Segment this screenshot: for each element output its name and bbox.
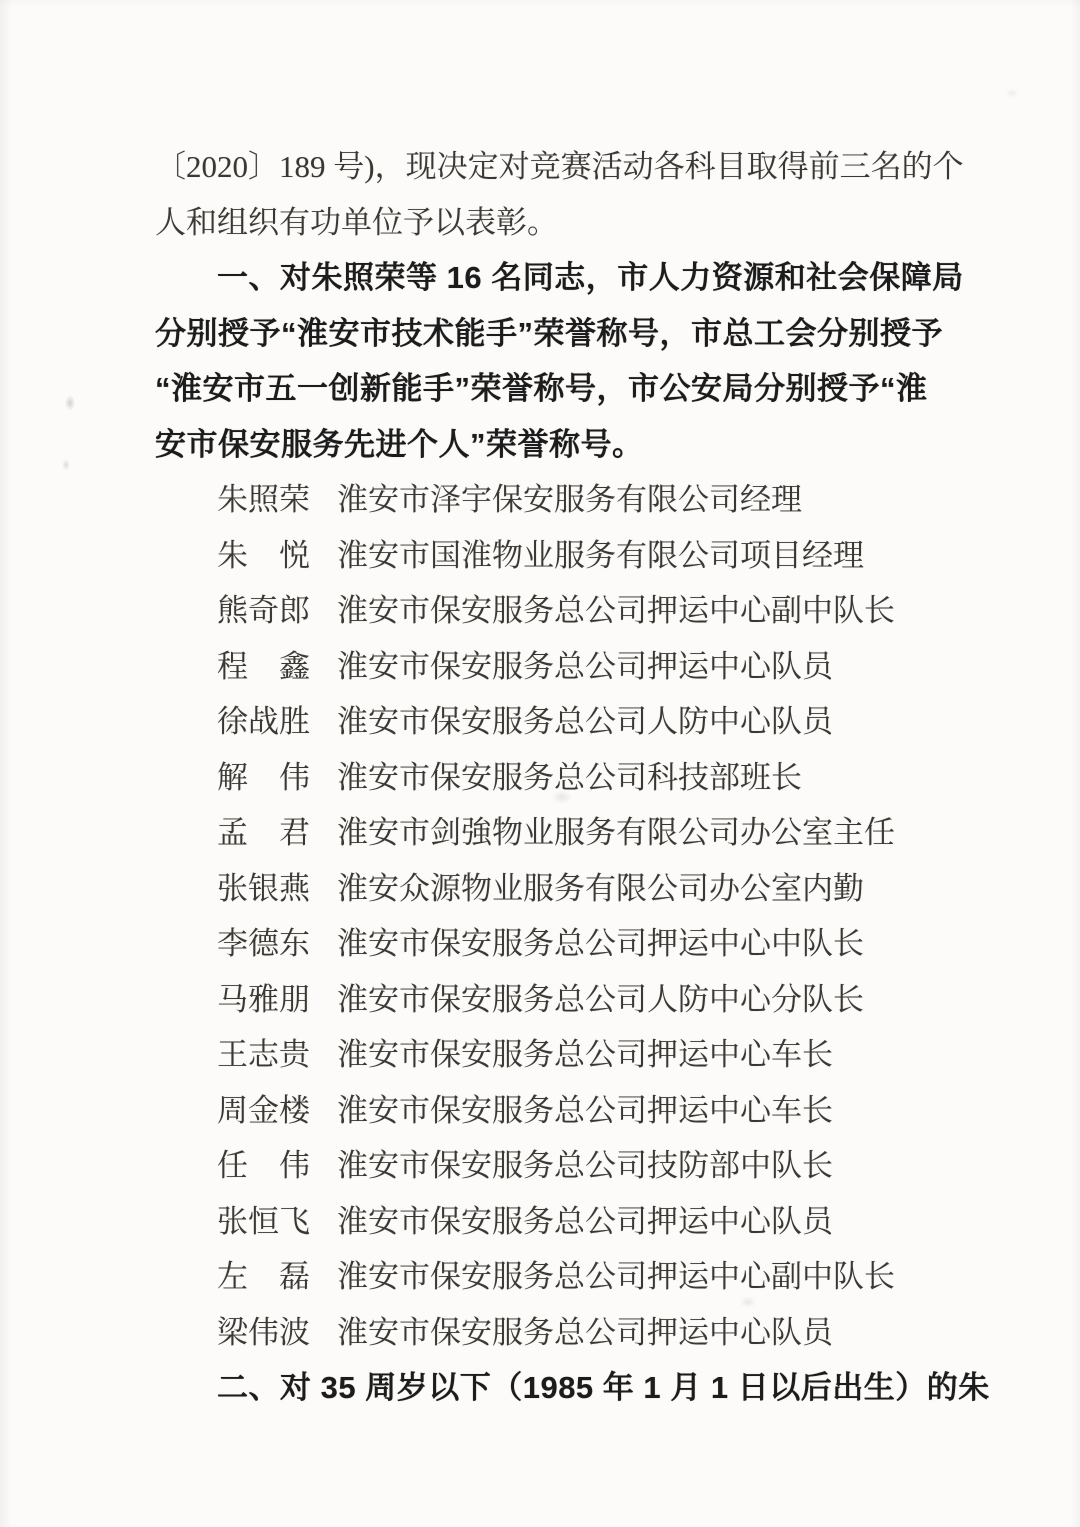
awardee-name: 熊奇郎 xyxy=(217,593,310,628)
awardee-title: 淮安市保安服务总公司押运中心车长 xyxy=(337,1092,833,1128)
awardee-title: 淮安市保安服务总公司人防中心队员 xyxy=(337,704,833,739)
section-2-heading-line: 二、对 35 周岁以下（1985 年 1 月 1 日以后出生）的朱 xyxy=(217,1370,990,1405)
awardee-title: 淮安市泽宇保安服务有限公司经理 xyxy=(337,482,802,517)
intro-line-1: 〔2020〕189 号)，现决定对竞赛活动各科目取得前三名的个 xyxy=(155,149,964,184)
awardee-title: 淮安市保安服务总公司押运中心中队长 xyxy=(337,926,864,961)
awardee-title: 淮安市保安服务总公司押运中心副中队长 xyxy=(337,593,895,628)
awardee-row xyxy=(155,528,955,584)
awardee-title: 淮安市保安服务总公司押运中心副中队长 xyxy=(337,1259,895,1294)
section-1-heading-line-4: 安市保安服务先进个人”荣誉称号。 xyxy=(155,426,644,462)
awardee-row xyxy=(155,1194,955,1250)
awardee-name: 朱悦 xyxy=(217,537,310,573)
awardee-row xyxy=(155,1138,955,1194)
awardee-title: 淮安市保安服务总公司技防部中队长 xyxy=(337,1148,833,1183)
awardee-title: 淮安市保安服务总公司押运中心队员 xyxy=(337,648,833,684)
awardee-row xyxy=(155,472,955,528)
awardee-title: 淮安市保安服务总公司押运中心车长 xyxy=(337,1037,833,1072)
awardee-row xyxy=(155,694,955,750)
awardee-title: 淮安市剑強物业服务有限公司办公室主任 xyxy=(337,815,895,850)
awardee-title: 淮安市保安服务总公司科技部班长 xyxy=(337,759,802,795)
awardee-row xyxy=(155,583,955,639)
awardee-name: 程鑫 xyxy=(217,648,310,684)
awardee-name: 朱照荣 xyxy=(217,482,310,517)
awardee-name: 梁伟波 xyxy=(217,1314,310,1350)
awardee-name: 李德东 xyxy=(217,926,310,961)
awardee-row xyxy=(155,805,955,861)
awardee-name: 张银燕 xyxy=(217,870,310,906)
awardee-name: 马雅朋 xyxy=(217,981,310,1017)
awardee-name: 左磊 xyxy=(217,1259,310,1294)
section-1-heading-line-3: “淮安市五一创新能手”荣誉称号，市公安局分别授予“淮 xyxy=(155,371,928,406)
awardee-name: 周金楼 xyxy=(217,1092,310,1128)
awardee-name: 王志贵 xyxy=(217,1037,310,1072)
awardee-name: 孟君 xyxy=(217,815,310,850)
awardee-title: 淮安众源物业服务有限公司办公室内勤 xyxy=(337,870,864,906)
awardee-name: 徐战胜 xyxy=(217,704,310,739)
intro-line-2: 人和组织有功单位予以表彰。 xyxy=(155,204,558,240)
awardee-row xyxy=(155,1249,955,1305)
awardee-title: 淮安市保安服务总公司押运中心队员 xyxy=(337,1314,833,1350)
awardee-row xyxy=(155,1083,955,1139)
awardee-row xyxy=(155,1305,955,1361)
awardee-name: 任伟 xyxy=(217,1148,310,1183)
awardee-title: 淮安市保安服务总公司人防中心分队长 xyxy=(337,981,864,1017)
awardee-row xyxy=(155,1027,955,1083)
section-1-heading-line-2: 分别授予“淮安市技术能手”荣誉称号，市总工会分别授予 xyxy=(155,315,943,351)
awardee-name: 张恒飞 xyxy=(217,1203,310,1239)
awardee-row xyxy=(155,916,955,972)
awardee-row xyxy=(155,639,955,695)
awardee-row xyxy=(155,972,955,1028)
awardee-name: 解伟 xyxy=(217,759,310,795)
awardee-row xyxy=(155,750,955,806)
awardee-row xyxy=(155,861,955,917)
section-1-heading-line-1: 一、对朱照荣等 16 名同志，市人力资源和社会保障局 xyxy=(217,260,964,295)
document-text-block xyxy=(155,139,990,1416)
awardee-title: 淮安市保安服务总公司押运中心队员 xyxy=(337,1203,833,1239)
awardee-title: 淮安市国淮物业服务有限公司项目经理 xyxy=(337,537,864,573)
